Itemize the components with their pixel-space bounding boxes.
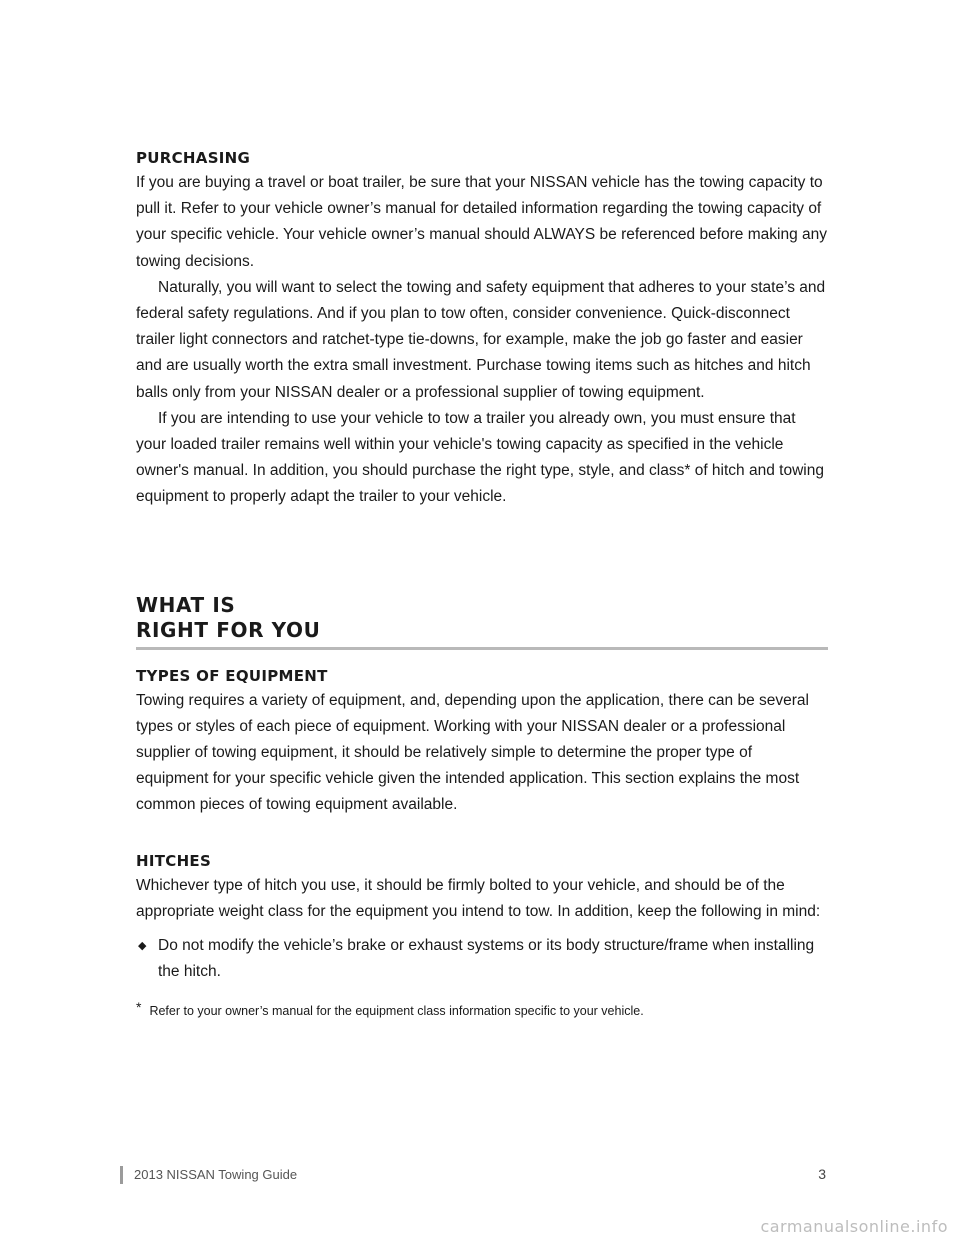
section-title-line-1: WHAT IS xyxy=(136,592,236,617)
footer-title: 2013 NISSAN Towing Guide xyxy=(134,1167,298,1182)
purchasing-heading: PURCHASING xyxy=(136,149,251,167)
section-title-line-2: RIGHT FOR YOU xyxy=(136,617,321,642)
list-item-text: Do not modify the vehicle’s brake or exhaust systems or its body structure/frame when installing the hitch. xyxy=(158,937,815,981)
page-number: 3 xyxy=(818,1166,826,1182)
footnote xyxy=(136,1001,828,1020)
list-item xyxy=(136,933,828,985)
footnote-text: Refer to your owner’s manual for the equipment class information specific to your vehicle. xyxy=(149,1004,644,1019)
page-content xyxy=(136,146,828,1020)
hitches-heading: HITCHES xyxy=(136,851,212,870)
page-footer xyxy=(120,1166,828,1184)
diamond-bullet-icon: ◆ xyxy=(138,940,147,953)
purchasing-paragraph-2: Naturally, you will want to select the towing and safety equipment that adheres to your state’s and federal safety regulations. And if you plan to tow often, consider convenience. Quick-disconnect trailer light connectors and ratchet-type tie-downs, for example, make the job go faster and easier and are usually worth the extra small investment. Purchase towing items such as hitches and hitch balls only from your NISSAN dealer or a professional supplier of towing equipment. xyxy=(136,278,826,401)
footnote-marker: * xyxy=(136,999,142,1016)
hitches-paragraph: Whichever type of hitch you use, it should be firmly bolted to your vehicle, and should be of the appropriate weight class for the equipment you intend to tow. In addition, keep the following in mind: xyxy=(136,876,821,920)
section-title xyxy=(136,593,828,650)
types-of-equipment-paragraph: Towing requires a variety of equipment, and, depending upon the application, there can be several types or styles of each piece of equipment. Working with your NISSAN dealer or a professional supplier of towing equipment, it should be relatively simple to determine the proper type of equipment for your specific vehicle given the intended application. This section explains the most common pieces of towing equipment available. xyxy=(136,691,809,814)
types-of-equipment-heading: TYPES OF EQUIPMENT xyxy=(136,666,328,685)
footer-bar xyxy=(120,1166,123,1184)
hitches-bullet-list xyxy=(136,933,828,985)
purchasing-paragraph-3: If you are intending to use your vehicle to tow a trailer you already own, you must ensure that your loaded trailer remains well within your vehicle's towing capacity as specified in the vehicle owner's manual. In addition, you should purchase the right type, style, and class* of hitch and towing equipment to properly adapt the trailer to your vehicle. xyxy=(136,409,824,506)
purchasing-paragraph-1: If you are buying a travel or boat trailer, be sure that your NISSAN vehicle has the towing capacity to pull it. Refer to your vehicle owner’s manual for detailed information regarding the towing capacity of your specific vehicle. Your vehicle owner’s manual should ALWAYS be referenced before making any towing decisions. xyxy=(136,174,827,270)
watermark: carmanualsonline.info xyxy=(760,1217,948,1236)
